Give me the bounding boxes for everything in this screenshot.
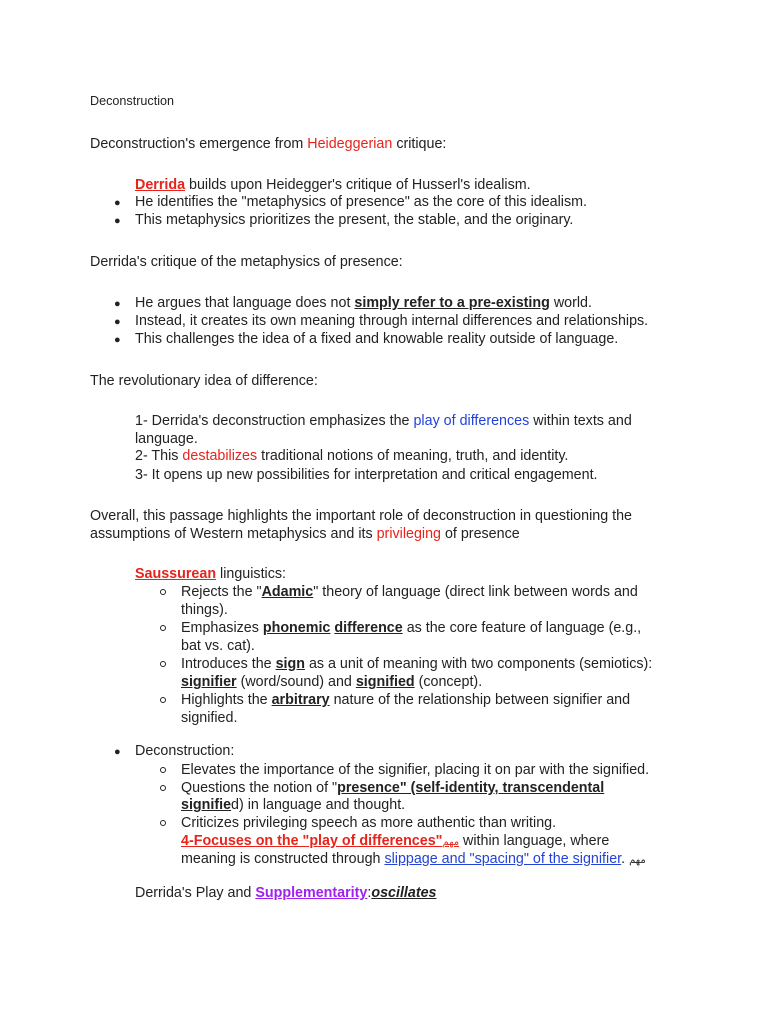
item-text: " theory of language (direct link between words and: [313, 584, 638, 600]
heading-text: linguistics:: [216, 566, 286, 582]
circle-bullet-icon: [160, 661, 166, 667]
emphasis-text: signifie: [181, 797, 232, 813]
document-title: Deconstruction: [90, 94, 174, 108]
bullet-icon: ●: [114, 316, 121, 328]
heading-text: Derrida's Play and: [135, 885, 256, 901]
section-heading-emergence: [90, 135, 446, 153]
sub-list-item: [181, 619, 641, 637]
list-item: This challenges the idea of a fixed and knowable reality outside of language.: [135, 331, 619, 347]
emphasis-text: simply refer to a pre-existing: [354, 295, 550, 311]
bullet-icon: ●: [114, 298, 121, 310]
highlight-heideggerian: Heideggerian: [307, 136, 393, 152]
intro-text: builds upon Heidegger's critique of Husserl's idealism.: [185, 177, 531, 193]
arabic-note: مهم: [629, 855, 646, 866]
highlight-slippage: slippage and "spacing" of the signifier: [384, 851, 622, 867]
sub-list-item: [181, 779, 604, 797]
intro-line: [135, 176, 531, 194]
bullet-icon: ●: [114, 746, 121, 758]
emphasis-text: arbitrary: [271, 692, 330, 708]
heading-text: Deconstruction's emergence from: [90, 136, 308, 152]
sub-list-item: Elevates the importance of the signifier, placing it on par with the signified.: [181, 762, 650, 778]
circle-bullet-icon: [160, 767, 166, 773]
heading-text: :: [367, 885, 372, 901]
sub-list-item-continued: bat vs. cat).: [181, 638, 255, 654]
numbered-item: [135, 447, 568, 465]
highlight-derrida: Derrida: [135, 177, 186, 193]
item-text: within language, where: [459, 833, 610, 849]
item-text: (concept).: [414, 674, 483, 690]
item-text: as a unit of meaning with two components (semiotics):: [304, 656, 653, 672]
highlight-destabilizes: destabilizes: [182, 448, 258, 464]
emphasis-oscillates: oscillates: [371, 885, 437, 901]
section-heading-deconstruction: Deconstruction:: [135, 743, 235, 759]
item-text: 1- Derrida's deconstruction emphasizes the: [135, 413, 414, 429]
item-text: Emphasizes: [181, 620, 263, 636]
emphasis-text: signified: [355, 674, 415, 690]
circle-bullet-icon: [160, 820, 166, 826]
highlight-supplementarity: Supplementarity: [255, 885, 368, 901]
item-text: Introduces the: [181, 656, 276, 672]
sub-list-item: [181, 655, 652, 673]
item-text: d) in language and thought.: [231, 797, 406, 813]
list-item: He identifies the "metaphysics of presence" as the core of this idealism.: [135, 194, 587, 210]
emphasis-text: difference: [334, 620, 403, 636]
item-text: meaning is constructed through: [181, 851, 385, 867]
sub-list-item-continued: things).: [181, 602, 228, 618]
circle-bullet-icon: [160, 785, 166, 791]
item-text: (word/sound) and: [236, 674, 356, 690]
list-item: [135, 294, 592, 312]
summary-paragraph: Overall, this passage highlights the important role of deconstruction in questioning the: [90, 508, 633, 524]
bullet-icon: ●: [114, 334, 121, 346]
paragraph-text: of presence: [440, 526, 520, 542]
sub-list-item: Criticizes privileging speech as more authentic than writing.: [181, 815, 557, 831]
item-text: as the core feature of language (e.g.,: [402, 620, 642, 636]
emphasis-text: presence" (self-identity, transcendental: [337, 780, 605, 796]
list-item: Instead, it creates its own meaning through internal differences and relationships.: [135, 313, 649, 329]
section-heading-difference: The revolutionary idea of difference:: [90, 373, 318, 389]
emphasis-text: sign: [275, 656, 305, 672]
highlight-focuses: 4-Focuses on the "play of differences": [181, 833, 443, 849]
sub-list-item-continued: [181, 796, 405, 814]
numbered-item-continued: language.: [135, 431, 198, 447]
item-text: nature of the relationship between signifier and: [329, 692, 631, 708]
heading-text: critique:: [392, 136, 447, 152]
sub-list-item: [181, 691, 630, 709]
emphasis-text: phonemic: [262, 620, 331, 636]
item-text: Questions the notion of ": [181, 780, 338, 796]
list-item: This metaphysics prioritizes the present, the stable, and the originary.: [135, 212, 574, 228]
summary-paragraph-continued: [90, 525, 520, 543]
emphasis-text: Adamic: [261, 584, 314, 600]
emphasis-text: signifier: [181, 674, 237, 690]
sub-list-item: [181, 583, 638, 601]
circle-bullet-icon: [160, 697, 166, 703]
sub-list-item-continued: [181, 832, 609, 852]
section-heading-saussurean: [135, 565, 286, 583]
item-text: within texts and: [529, 413, 632, 429]
circle-bullet-icon: [160, 589, 166, 595]
item-text: traditional notions of meaning, truth, and identity.: [257, 448, 569, 464]
highlight-saussurean: Saussurean: [135, 566, 217, 582]
sub-list-item-continued: signified.: [181, 710, 238, 726]
sub-list-item-continued: [181, 673, 482, 691]
arabic-note: مهم: [442, 837, 460, 848]
paragraph-text: assumptions of Western metaphysics and its: [90, 526, 377, 542]
item-text: Highlights the: [181, 692, 272, 708]
sub-list-item-continued: [181, 850, 646, 870]
item-text: He argues that language does not: [135, 295, 355, 311]
highlight-privileging: privileging: [376, 526, 441, 542]
item-text: .: [621, 851, 630, 867]
bullet-icon: ●: [114, 215, 121, 227]
numbered-item: 3- It opens up new possibilities for interpretation and critical engagement.: [135, 467, 598, 483]
item-text: 2- This: [135, 448, 183, 464]
item-text: Rejects the ": [181, 584, 262, 600]
numbered-item: [135, 412, 632, 430]
circle-bullet-icon: [160, 625, 166, 631]
section-heading-critique: Derrida's critique of the metaphysics of presence:: [90, 254, 403, 270]
section-heading-play: [135, 884, 437, 902]
bullet-icon: ●: [114, 197, 121, 209]
highlight-play-of-differences: play of differences: [413, 413, 530, 429]
item-text: world.: [549, 295, 592, 311]
